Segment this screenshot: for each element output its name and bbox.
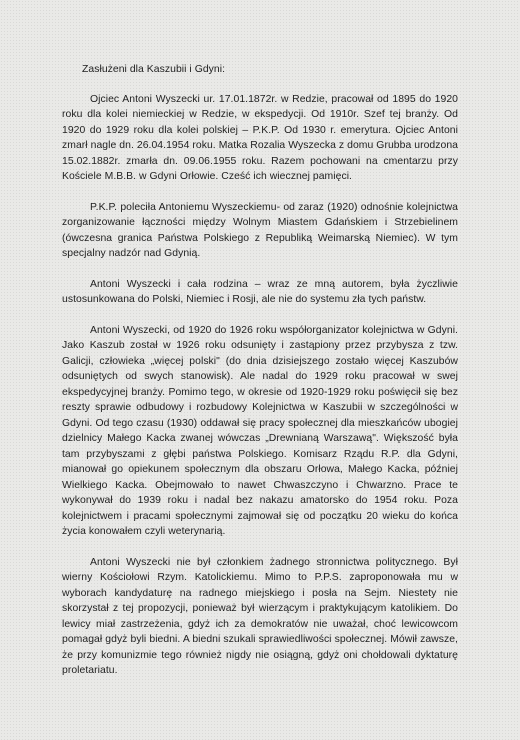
paragraph-2: P.K.P. poleciła Antoniemu Wyszeckiemu- od zaraz (1920) odnośnie kolejnictwa zorganizowanie łączności między Wolnym Miastem Gdańskiem i Strzebielinem (ówczesna granica Państwa Polskiego z Republiką Weimarską Niemiec). W tym specjalny nadzór nad Gdynią.	[62, 201, 458, 259]
document-body	[62, 62, 458, 694]
paragraph-4: Antoni Wyszecki, od 1920 do 1926 roku współorganizator kolejnictwa w Gdyni. Jako Kaszub został w 1926 roku odsunięty i zastąpiony przez przybysza z tzw. Galicji, człowieka „więcej polski" (do dnia dzisiejszego zostało więcej Kaszubów odsuniętych od swych stanowisk). Ale nadal do 1929 roku pracował w swej ekspedycyjnej branży. Pomimo tego, w okresie od 1920-1929 roku poświęcił się bez reszty sprawie odbudowy i rozbudowy Kolejnictwa w Kaszubii w szczególności w Gdyni. Od tego czasu (1930) oddawał się pracy społecznej dla mieszkańców ubogiej dzielnicy Małego Kacka zwanej wówczas „Drewnianą Warszawą". Większość była tam przybyszami z głębi państwa Polskiego. Komisarz Rządu R.P. dla Gdyni, mianował go opiekunem społecznym dla obszaru Orłowa, Małego Kacka, później Wielkiego Kacka. Obejmowało to nawet Chwaszczyno i Chwarzno. Prace te wykonywał do 1939 roku i nadal bez nakazu amatorsko do 1954 roku. Poza kolejnictwem i pracami społecznymi zajmował się od początku 20 wieku do końca życia konowałem czyli weterynarią.	[62, 324, 458, 537]
paragraph-5: Antoni Wyszecki nie był członkiem żadnego stronnictwa politycznego. Był wierny Kościołowi Rzym. Katolickiemu. Mimo to P.P.S. zaproponowała mu w wyborach kandydaturę na radnego miejskiego i posła na Sejm. Niestety nie skorzystał z tej propozycji, ponieważ był wierzącym i praktykującym katolikiem. Do lewicy miał zastrzeżenia, gdyż ich za demokratów nie uważał, choć lewicowcom pomagał gdyż byli biedni. A biedni szukali sprawiedliwości społecznej. Mówił zawsze, że przy komunizmie tego również nigdy nie osiągną, gdyż oni chołdowali dyktaturę proletariatu.	[62, 556, 458, 676]
paragraph-3: Antoni Wyszecki i cała rodzina – wraz ze mną autorem, była życzliwie ustosunkowana do Polski, Niemiec i Rosji, ale nie do systemu zła tych państw.	[62, 278, 458, 305]
paragraph-1: Ojciec Antoni Wyszecki ur. 17.01.1872r. w Redzie, pracował od 1895 do 1920 roku dla kolei niemieckiej w Redzie, w ekspedycji. Od 1910r. Szef tej branży. Od 1920 do 1929 roku dla kolei polskiej – P.K.P. Od 1930 r. emerytura. Ojciec Antoni zmarł nagle dn. 26.04.1954 roku. Matka Rozalia Wyszecka z domu Grubba urodzona 15.02.1882r. zmarła dn. 09.06.1955 roku. Razem pochowani na cmentarzu przy Kościele M.B.B. w Gdyni Orłowie. Cześć ich wiecznej pamięci.	[62, 93, 458, 182]
document-heading: Zasłużeni dla Kaszubii i Gdyni:	[82, 64, 226, 75]
